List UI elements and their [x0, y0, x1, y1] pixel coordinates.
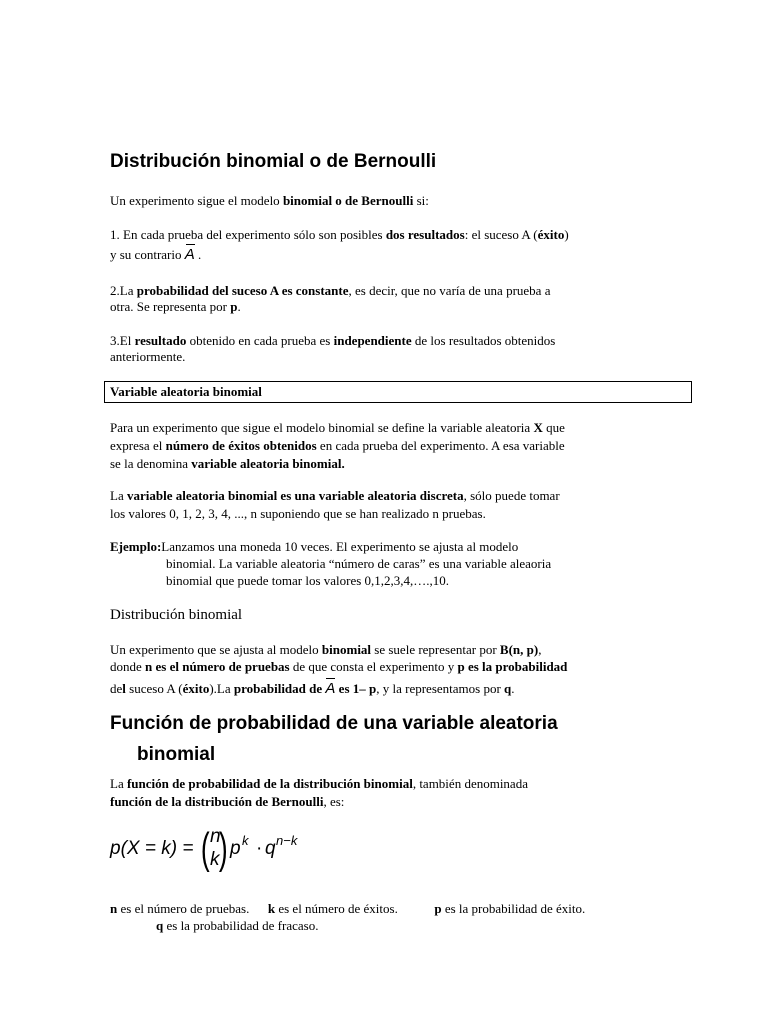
paragraph-1-line3: se la denomina variable aleatoria binomial.	[110, 456, 345, 471]
paragraph-1-line2: expresa el número de éxitos obtenidos en cada prueba del experimento. A esa variable	[110, 438, 565, 453]
definitions-line1: n es el número de pruebas. k es el número de éxitos. p es la probabilidad de éxito.	[110, 901, 586, 916]
paragraph-2: La variable aleatoria binomial es una variable aleatoria discreta, sólo puede tomar	[110, 488, 560, 503]
binomial-formula: p(X = k) = ( n k ) p k · q n−k	[110, 824, 298, 873]
paragraph-2-line2: los valores 0, 1, 2, 3, 4, ..., n suponiendo que se han realizado n pruebas.	[110, 506, 486, 521]
list-item-1: 1. En cada prueba del experimento sólo son posibles dos resultados: el suceso A (éxito)	[110, 227, 569, 242]
intro-paragraph: Un experimento sigue el modelo binomial o de Bernoulli si:	[110, 193, 429, 208]
a-complement-symbol-2: A	[325, 680, 336, 697]
paragraph-3-line2: donde n es el número de pruebas de que consta el experimento y p es la probabilidad	[110, 659, 568, 674]
paragraph-3: Un experimento que se ajusta al modelo binomial se suele representar por B(n, p),	[110, 642, 542, 657]
paragraph-1: Para un experimento que sigue el modelo binomial se define la variable aleatoria X que	[110, 420, 565, 435]
example-line1: Ejemplo:Lanzamos una moneda 10 veces. El experimento se ajusta al modelo	[110, 539, 519, 554]
list-item-3-cont: anteriormente.	[110, 349, 186, 364]
paragraph-3-line3: del suceso A (éxito).La probabilidad de A es 1– p, y la representamos por q.	[110, 680, 515, 697]
page-title: Distribución binomial o de Bernoulli	[110, 151, 437, 172]
list-item-3: 3.El resultado obtenido en cada prueba es independiente de los resultados obtenidos	[110, 333, 556, 348]
example-line3: binomial que puede tomar los valores 0,1,2,3,4,….,10.	[166, 573, 450, 588]
a-complement-symbol: A	[184, 246, 195, 263]
list-item-2-cont: otra. Se representa por p.	[110, 299, 241, 314]
list-item-1-cont: y su contrario A .	[110, 246, 202, 263]
subheading-distribucion: Distribución binomial	[110, 607, 243, 623]
list-item-2: 2.La probabilidad del suceso A es constante, es decir, que no varía de una prueba a	[110, 283, 551, 298]
example-line2: binomial. La variable aleatoria “número de caras” es una variable aleaoria	[166, 556, 552, 571]
heading-funcion-probabilidad: Función de probabilidad de una variable aleatoria binomial	[110, 713, 558, 765]
definitions-line2: q es la probabilidad de fracaso.	[156, 918, 319, 933]
section-box-variable-aleatoria	[104, 381, 692, 403]
paragraph-4-line2: función de la distribución de Bernoulli, es:	[110, 794, 345, 809]
box-title: Variable aleatoria binomial	[110, 384, 262, 399]
example-label: Ejemplo:	[110, 539, 162, 554]
paragraph-4: La función de probabilidad de la distribución binomial, también denominada	[110, 776, 528, 791]
